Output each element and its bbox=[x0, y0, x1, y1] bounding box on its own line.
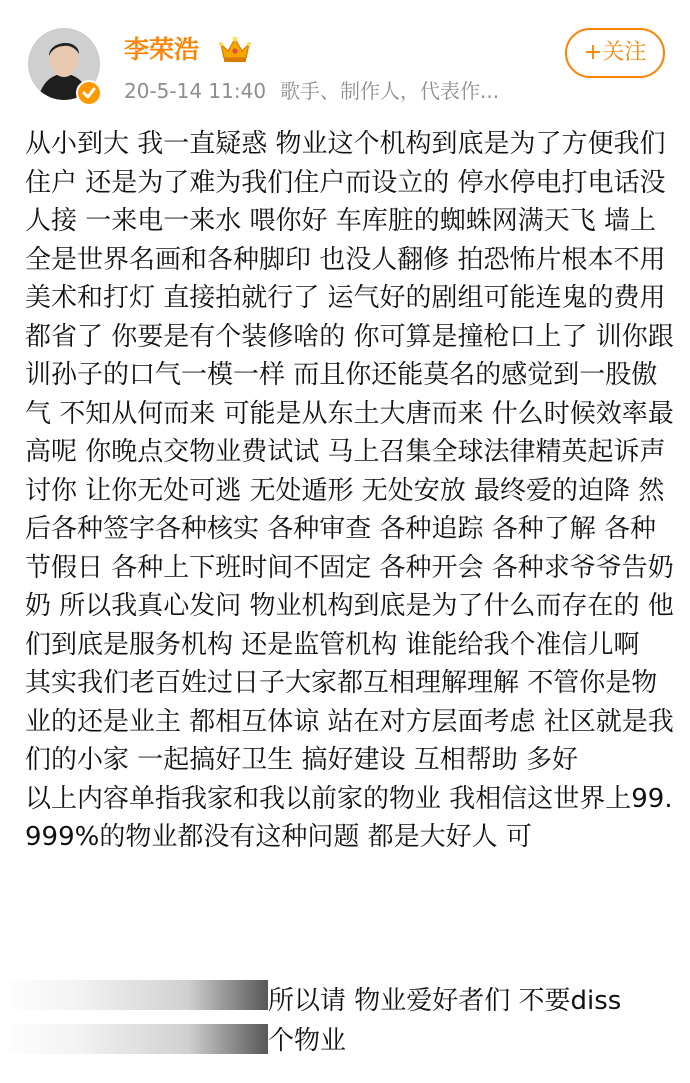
crown-icon[interactable] bbox=[218, 34, 252, 64]
follow-button[interactable]: +关注 bbox=[565, 28, 665, 78]
post-paragraph: 以上内容单指我家和我以前家的物业 我相信这世界上99.999%的物业都没有这种问题 都是大好人 可 bbox=[25, 783, 673, 852]
post-meta bbox=[124, 76, 499, 106]
redaction-bar bbox=[0, 1024, 268, 1054]
post-paragraph: 其实我们老百姓过日子大家都互相理解理解 不管你是物业的还是业主 都相互体谅 站在对方层面考虑 社区就是我们的小家 一起搞好卫生 搞好建设 互相帮助 多好 bbox=[25, 668, 674, 775]
verified-badge-icon bbox=[76, 80, 102, 106]
post-time: 20-5-14 11:40 bbox=[124, 79, 267, 103]
post-header bbox=[0, 0, 690, 120]
post-partial-line: 个物业 bbox=[268, 1026, 347, 1056]
post-partial-line: 所以请 物业爱好者们 不要diss bbox=[268, 986, 622, 1016]
author-description: 歌手、制作人，代表作... bbox=[280, 79, 500, 103]
author-name[interactable]: 李荣浩 bbox=[124, 35, 200, 64]
redaction-bar bbox=[0, 980, 268, 1010]
post-paragraph: 从小到大 我一直疑惑 物业这个机构到底是为了方便我们住户 还是为了难为我们住户而设立的 停水停电打电话没人接 一来电一来水 喂你好 车库脏的蜘蛛网满天飞 墙上全是世界名画和各种脚印 也没人翻修 拍恐怖片根本不用美术和打灯 直接拍就行了 运气好的剧组可能连鬼的费用都省了 你要是有个装修啥的 你可算是撞枪口上了 训你跟训孙子的口气一模一样 而且你还能莫名的感觉到一股傲气 不知从何而来 可能是从东土大唐而来 什么时候效率最高呢 你晚点交物业费试试 马上召集全球法律精英起诉声讨你 让你无处可逃 无处遁形 无处安放 最终爱的迫降 然后各种签字各种核实 各种审查 各种追踪 各种了解 各种节假日 各种上下班时间不固定 各种开会 各种求爷爷告奶奶 所以我真心发问 物业机构到底是为了什么而存在的 他们到底是服务机构 还是监管机构 谁能给我个准信儿啊 bbox=[25, 129, 674, 660]
post-content bbox=[25, 125, 675, 857]
redacted-text-overlay bbox=[0, 978, 268, 1076]
